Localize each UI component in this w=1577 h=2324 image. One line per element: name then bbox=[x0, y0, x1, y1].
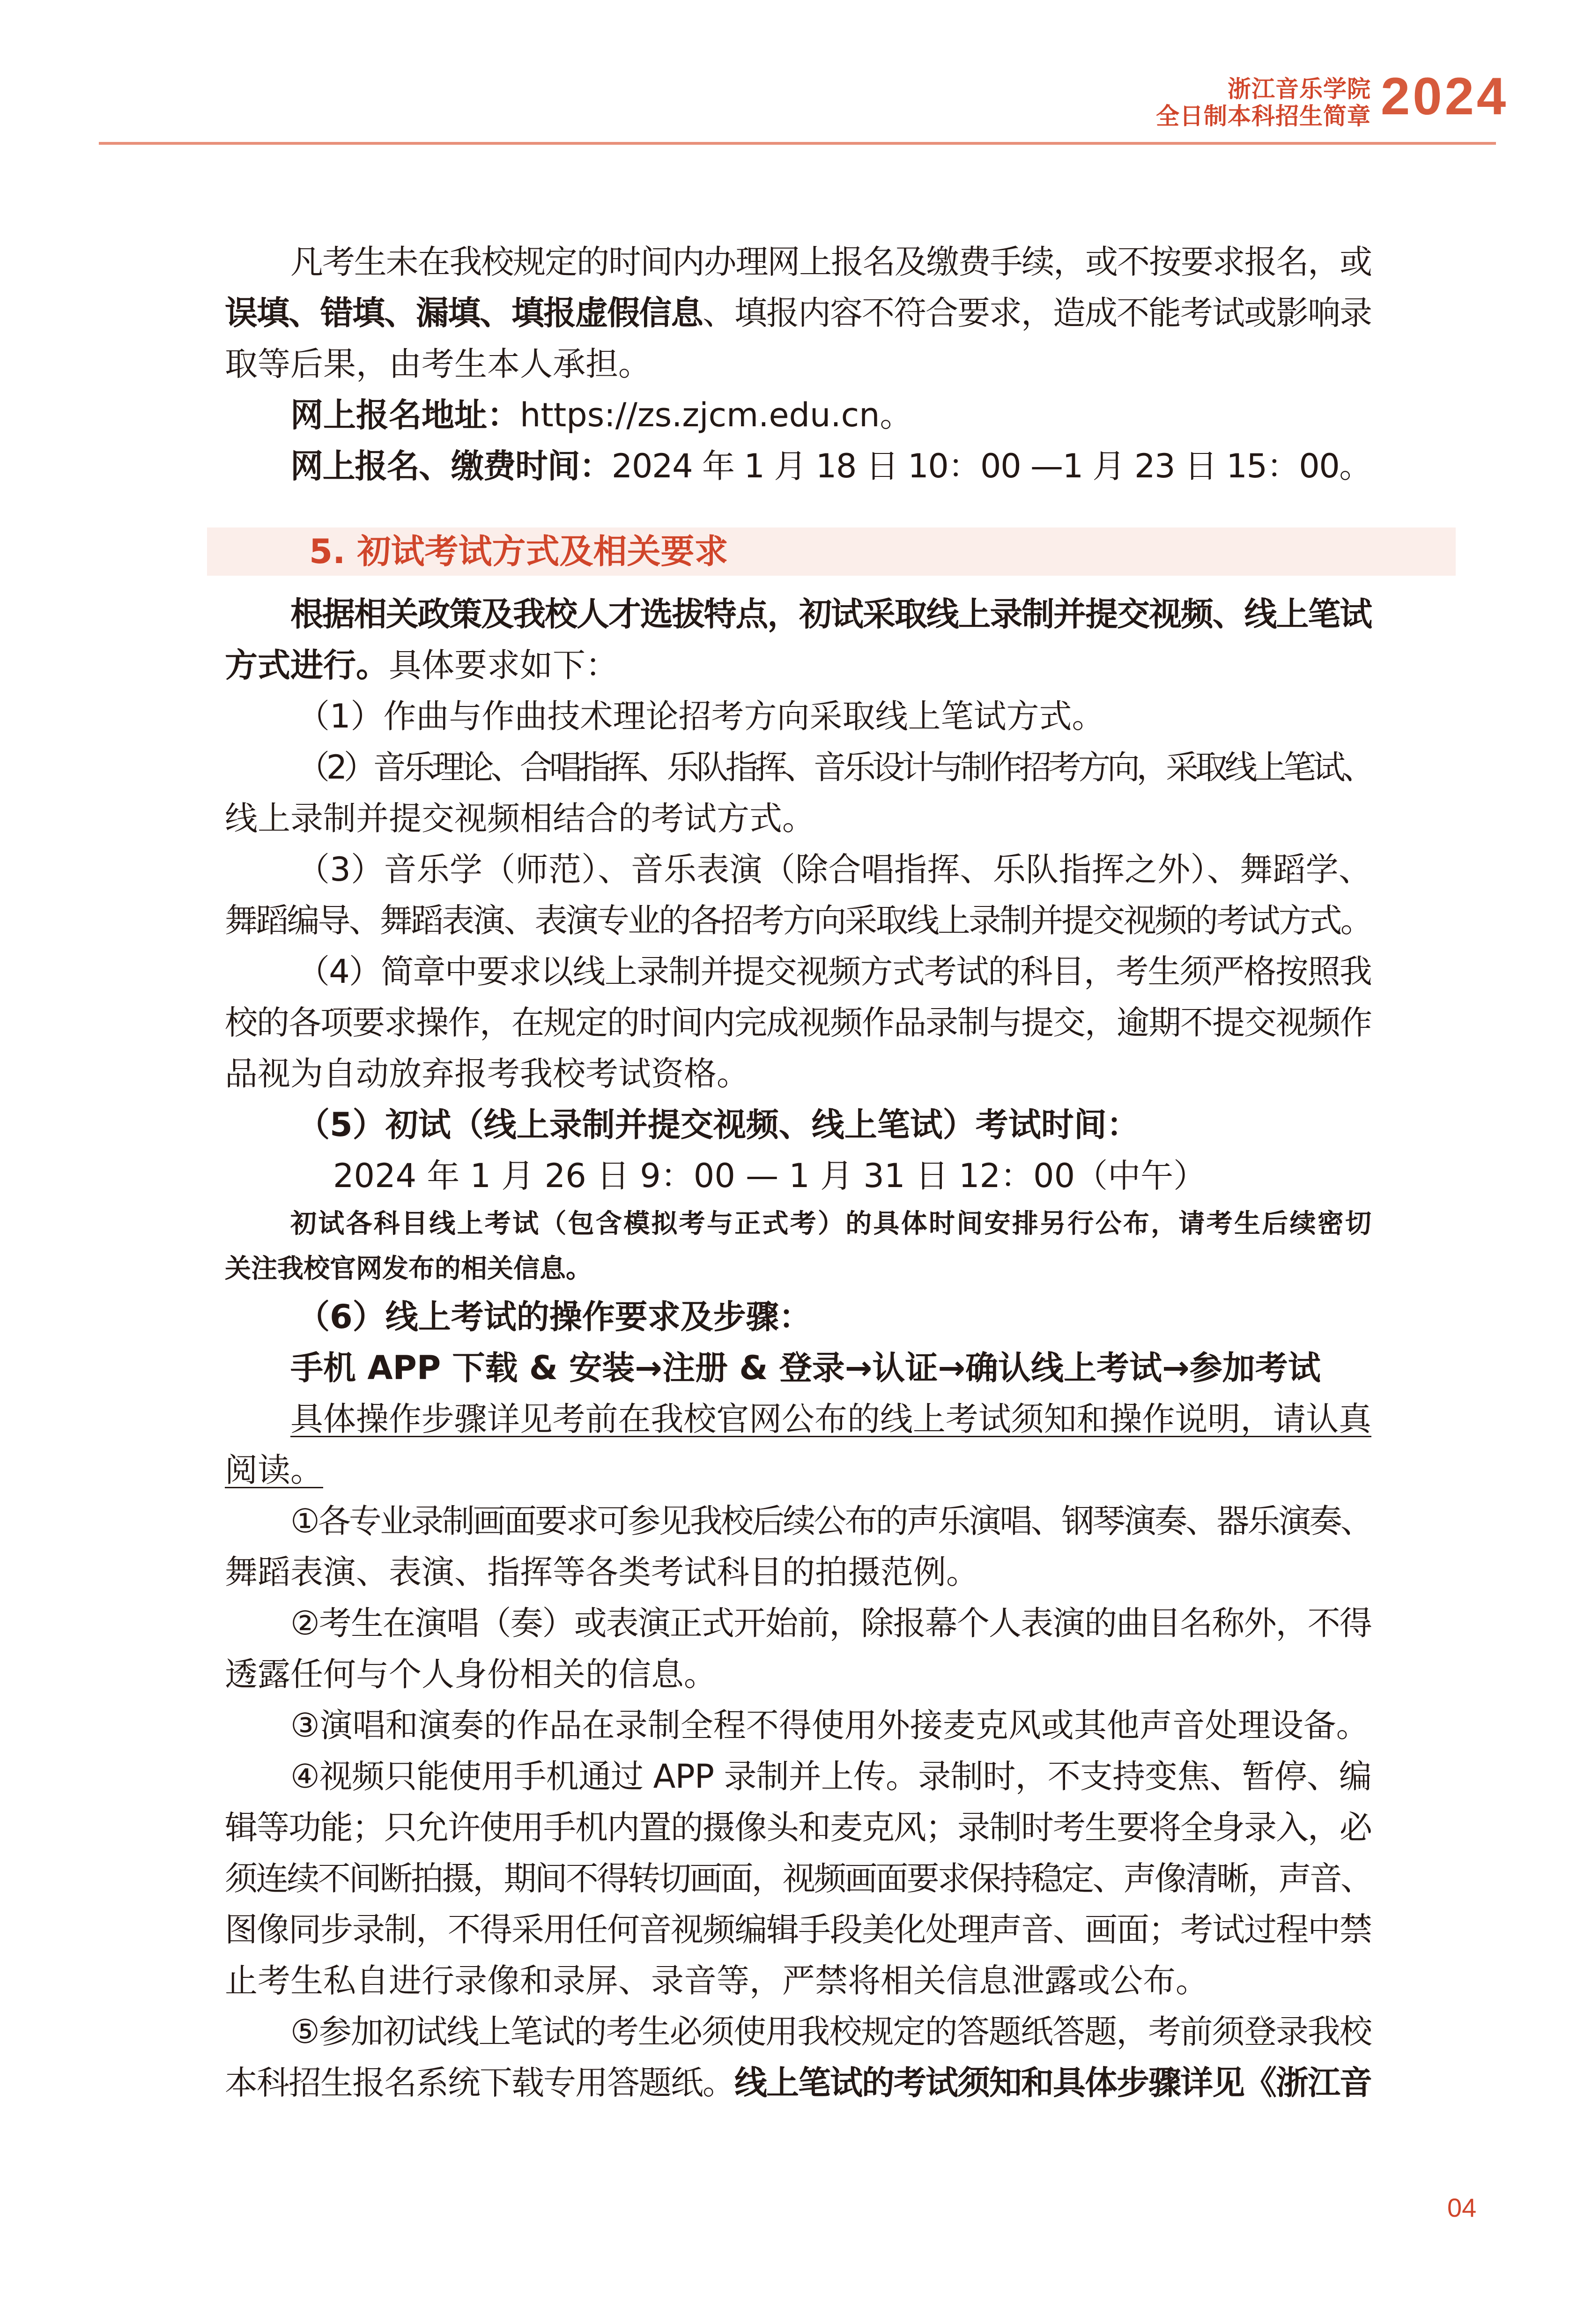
text-segment: 校的各项要求操作，在规定的时间内完成视频作品录制与提交，逾期不提交视频作 bbox=[225, 1003, 1371, 1042]
text-line bbox=[225, 1700, 1371, 1751]
text-line bbox=[225, 1445, 1371, 1496]
text-line bbox=[225, 237, 1371, 288]
text-line bbox=[225, 1343, 1371, 1394]
bold-text: （5）初试（线上录制并提交视频、线上笔试）考试时间： bbox=[297, 1106, 1140, 1144]
text-segment: 2024 年 1 月 18 日 10：00 —1 月 23 日 15：00。 bbox=[611, 447, 1371, 485]
text-segment: 取等后果，由考生本人承担。 bbox=[225, 345, 651, 383]
text-segment: 须连续不间断拍摄，期间不得转切画面，视频画面要求保持稳定、声像清晰，声音、 bbox=[225, 1859, 1371, 1898]
bold-text: 根据相关政策及我校人才选拔特点，初试采取线上录制并提交视频、线上笔试 bbox=[290, 595, 1371, 633]
text-segment: （3）音乐学（师范）、音乐表演（除合唱指挥、乐队指挥之外）、舞蹈学、 bbox=[297, 850, 1371, 889]
text-line bbox=[225, 1048, 1371, 1099]
text-segment: ④视频只能使用手机通过 APP 录制并上传。录制时，不支持变焦、暂停、编 bbox=[290, 1757, 1371, 1796]
text-line bbox=[225, 742, 1371, 793]
text-segment: 图像同步录制，不得采用任何音视频编辑手段美化处理声音、画面；考试过程中禁 bbox=[225, 1910, 1371, 1949]
text-line bbox=[225, 1202, 1371, 1247]
bold-text: 关注我校官网发布的相关信息。 bbox=[225, 1254, 592, 1284]
document-body bbox=[225, 237, 1371, 2109]
text-line bbox=[225, 288, 1371, 339]
section-heading: 5. 初试考试方式及相关要求 bbox=[207, 527, 1456, 576]
text-segment: ⑤参加初试线上笔试的考生必须使用我校规定的答题纸答题，考前须登录我校 bbox=[290, 2012, 1371, 2051]
bold-text: 网上报名、缴费时间： bbox=[290, 447, 612, 485]
text-line bbox=[225, 339, 1371, 390]
text-line bbox=[225, 1292, 1371, 1343]
text-line bbox=[225, 997, 1371, 1048]
header-year: 2024 bbox=[1381, 67, 1509, 126]
text-line bbox=[225, 1151, 1371, 1202]
text-segment: 品视为自动放弃报考我校考试资格。 bbox=[225, 1054, 749, 1093]
header-school-name: 浙江音乐学院 bbox=[1228, 75, 1371, 103]
text-line bbox=[225, 1496, 1371, 1547]
text-segment: 线上录制并提交视频相结合的考试方式。 bbox=[225, 799, 815, 838]
bold-text: 网上报名地址： bbox=[290, 396, 520, 434]
text-segment: https://zs.zjcm.edu.cn。 bbox=[520, 396, 913, 434]
text-segment: ①各专业录制画面要求可参见我校后续公布的声乐演唱、钢琴演奏、器乐演奏、 bbox=[290, 1502, 1371, 1540]
text-line bbox=[225, 946, 1371, 997]
text-line bbox=[225, 1853, 1371, 1904]
bold-text: 误填、错填、漏填、填报虚假信息 bbox=[225, 294, 703, 332]
text-line bbox=[225, 1598, 1371, 1649]
text-segment: 具体要求如下： bbox=[389, 646, 618, 684]
page-number: 04 bbox=[1447, 2193, 1477, 2222]
text-line bbox=[225, 1247, 1371, 1292]
instruction-link-text: 具体操作步骤详见考前在我校官网公布的线上考试须知和操作说明，请认真 bbox=[290, 1400, 1371, 1438]
text-line bbox=[225, 1955, 1371, 2006]
text-line bbox=[225, 691, 1371, 742]
header-divider bbox=[99, 142, 1496, 145]
text-segment: 舞蹈表演、表演、指挥等各类考试科目的拍摄范例。 bbox=[225, 1553, 979, 1591]
bold-text: 线上笔试的考试须知和具体步骤详见《浙江音 bbox=[734, 2064, 1371, 2102]
text-line bbox=[225, 2057, 1371, 2109]
text-segment: （2）音乐理论、合唱指挥、乐队指挥、音乐设计与制作招考方向，采取线上笔试、 bbox=[297, 748, 1371, 787]
text-line bbox=[225, 793, 1371, 844]
text-segment: 、填报内容不符合要求，造成不能考试或影响录 bbox=[703, 294, 1371, 332]
text-segment: ③演唱和演奏的作品在录制全程不得使用外接麦克风或其他声音处理设备。 bbox=[290, 1706, 1369, 1745]
text-segment: 凡考生未在我校规定的时间内办理网上报名及缴费手续，或不按要求报名，或 bbox=[290, 243, 1371, 281]
text-line bbox=[225, 1751, 1371, 1802]
text-segment: 舞蹈编导、舞蹈表演、表演专业的各招考方向采取线上录制并提交视频的考试方式。 bbox=[225, 901, 1371, 940]
text-segment: 辑等功能；只允许使用手机内置的摄像头和麦克风；录制时考生要将全身录入，必 bbox=[225, 1808, 1371, 1847]
text-line bbox=[225, 441, 1371, 492]
text-line bbox=[225, 589, 1371, 640]
text-segment: 止考生私自进行录像和录屏、录音等，严禁将相关信息泄露或公布。 bbox=[225, 1961, 1208, 2000]
text-line bbox=[225, 390, 1371, 441]
instruction-link-text: 阅读。 bbox=[225, 1451, 323, 1489]
text-segment: 2024 年 1 月 26 日 9：00 — 1 月 31 日 12：00（中午） bbox=[333, 1157, 1207, 1195]
text-line bbox=[225, 1394, 1371, 1445]
text-line bbox=[225, 1904, 1371, 1955]
text-line bbox=[225, 844, 1371, 895]
text-line bbox=[225, 1802, 1371, 1853]
text-segment: 本科招生报名系统下载专用答题纸。 bbox=[225, 2064, 734, 2102]
text-line bbox=[225, 895, 1371, 946]
bold-text: 方式进行。 bbox=[225, 646, 389, 684]
text-line bbox=[225, 1547, 1371, 1598]
text-line bbox=[225, 1099, 1371, 1151]
text-line bbox=[225, 2006, 1371, 2057]
text-segment: （1）作曲与作曲技术理论招考方向采取线上笔试方式。 bbox=[297, 697, 1105, 735]
text-segment: ②考生在演唱（奏）或表演正式开始前，除报幕个人表演的曲目名称外，不得 bbox=[290, 1604, 1371, 1642]
text-segment: 透露任何与个人身份相关的信息。 bbox=[225, 1655, 717, 1693]
text-line bbox=[225, 1649, 1371, 1700]
text-segment: （4）简章中要求以线上录制并提交视频方式考试的科目，考生须严格按照我 bbox=[297, 952, 1371, 991]
bold-text: 初试各科目线上考试（包含模拟考与正式考）的具体时间安排另行公布，请考生后续密切 bbox=[290, 1209, 1371, 1239]
bold-text: 手机 APP 下载 & 安装→注册 & 登录→认证→确认线上考试→参加考试 bbox=[290, 1349, 1321, 1387]
bold-text: （6）线上考试的操作要求及步骤： bbox=[297, 1298, 812, 1336]
header-brochure-title: 全日制本科招生简章 bbox=[1156, 103, 1371, 130]
text-line bbox=[225, 640, 1371, 691]
